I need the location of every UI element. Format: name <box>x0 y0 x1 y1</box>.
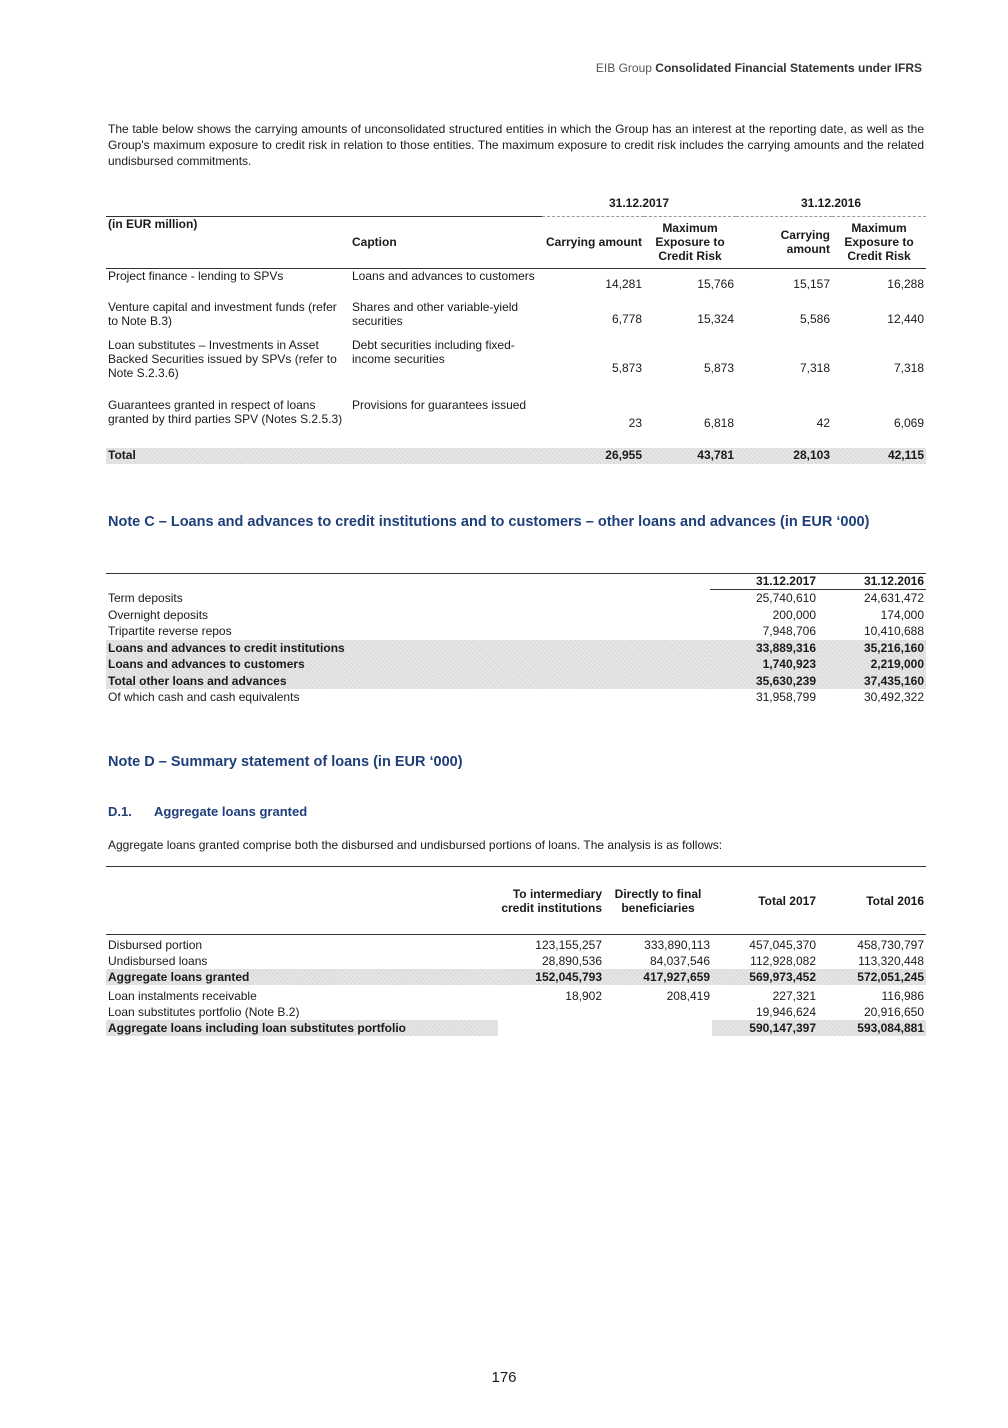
cell-value-2017: 25,740,610 <box>755 591 816 605</box>
cell-value: 208,419 <box>666 989 710 1003</box>
row-caption: Provisions for guarantees issued <box>352 398 527 412</box>
header-total-2017: Total 2017 <box>712 867 818 935</box>
cell-value: 23 <box>628 416 642 430</box>
row-caption: Debt securities including fixed-income securities <box>352 338 515 366</box>
cell-value: 113,320,448 <box>858 954 924 968</box>
note-c-col-2016: 31.12.2016 <box>818 574 926 590</box>
row-label: Loans and advances to customers <box>106 656 710 673</box>
row-label: Of which cash and cash equivalents <box>108 690 300 704</box>
cell-value: 16,288 <box>887 277 924 292</box>
table-row <box>106 1020 926 1038</box>
intro-paragraph: The table below shows the carrying amounts of unconsolidated structured entities in which the Group has an interest at the reporting date, as well as the Group's maximum exposure to credit risk in relation to those entities. The maximum exposure to credit risk includes the carrying amounts and the related undisbursed commitments. <box>108 122 924 168</box>
row-caption: Loans and advances to customers <box>352 268 535 283</box>
cell-value: 569,973,452 <box>712 969 818 987</box>
cell-value: 7,318 <box>799 361 830 375</box>
table1-maxexp-header-2016: Maximum Exposure to Credit Risk <box>844 221 914 263</box>
table-row <box>106 969 926 987</box>
table1-caption-header: Caption <box>350 216 542 268</box>
row-label: Venture capital and investment funds (refer to Note B.3) <box>108 300 337 328</box>
cell-value: 18,902 <box>565 989 602 1003</box>
total-row <box>106 448 926 464</box>
cell-value: 457,045,370 <box>749 938 816 952</box>
cell-value <box>498 1020 604 1038</box>
cell-value: 28,890,536 <box>541 954 602 968</box>
note-d-paragraph: Aggregate loans granted comprise both the disbursed and undisbursed portions of loans. The analysis is as follows: <box>108 838 723 852</box>
table-row <box>106 268 926 300</box>
row-label: Undisbursed loans <box>108 954 208 968</box>
cell-value-2016: 2,219,000 <box>818 656 926 673</box>
cell-value: 6,818 <box>703 416 734 430</box>
note-d-title: Note D – Summary statement of loans (in EUR ‘000) <box>108 754 463 770</box>
cell-value: 417,927,659 <box>604 969 712 987</box>
row-label: Guarantees granted in respect of loans granted by third parties SPV (Notes S.2.5.3) <box>108 398 343 426</box>
cell-value: 7,318 <box>893 361 924 375</box>
cell-value <box>498 1004 604 1020</box>
cell-value: 5,873 <box>611 361 642 375</box>
table-row <box>106 590 926 607</box>
running-header <box>0 61 922 75</box>
header-prefix: EIB Group <box>595 61 652 75</box>
cell-value <box>604 1004 712 1020</box>
cell-value-2017: 35,630,239 <box>710 673 818 690</box>
table-row <box>106 607 926 624</box>
row-label: Loan substitutes portfolio (Note B.2) <box>108 1005 300 1019</box>
cell-value-2016: 174,000 <box>880 607 924 622</box>
row-label: Aggregate loans including loan substitutes portfolio <box>106 1020 498 1038</box>
table-row <box>106 953 926 969</box>
cell-value-2017: 1,740,923 <box>710 656 818 673</box>
cell-value: 593,084,881 <box>818 1020 926 1038</box>
table-row <box>106 656 926 673</box>
cell-value: 458,730,797 <box>857 938 924 952</box>
cell-value: 19,946,624 <box>755 1005 816 1019</box>
header-direct: Directly to final beneficiaries <box>604 867 712 935</box>
table-row <box>106 987 926 1005</box>
cell-value <box>604 1020 712 1038</box>
cell-value: 42 <box>816 416 830 430</box>
total-value: 28,103 <box>736 448 832 464</box>
aggregate-loans-table <box>106 866 926 1039</box>
row-label: Overnight deposits <box>108 607 209 622</box>
table1-maxexp-header-2017: Maximum Exposure to Credit Risk <box>655 221 725 263</box>
cell-value-2017: 33,889,316 <box>710 640 818 657</box>
table1-carrying-header-2017: Carrying amount <box>545 235 642 249</box>
row-label: Tripartite reverse repos <box>108 624 232 638</box>
cell-value-2017: 31,958,799 <box>755 690 816 704</box>
total-value: 26,955 <box>542 448 644 464</box>
table-row <box>106 689 926 706</box>
table-row <box>106 300 926 338</box>
cell-value: 227,321 <box>772 989 816 1003</box>
table1-date-2016: 31.12.2016 <box>736 196 926 216</box>
cell-value: 123,155,257 <box>535 938 602 952</box>
cell-value: 112,928,082 <box>750 954 816 968</box>
d1-subtitle <box>108 804 307 819</box>
table-row <box>106 673 926 690</box>
note-c-col-2017: 31.12.2017 <box>710 574 818 590</box>
cell-value-2016: 35,216,160 <box>818 640 926 657</box>
row-label: Aggregate loans granted <box>106 969 498 987</box>
row-label: Project finance - lending to SPVs <box>108 268 284 283</box>
table-row <box>106 937 926 953</box>
row-label: Term deposits <box>108 590 183 605</box>
row-label: Loan instalments receivable <box>108 989 257 1003</box>
cell-value-2016: 10,410,688 <box>863 624 924 638</box>
cell-value: 572,051,245 <box>818 969 926 987</box>
cell-value: 15,324 <box>697 312 734 326</box>
cell-value: 590,147,397 <box>712 1020 818 1038</box>
row-caption: Shares and other variable-yield securities <box>352 300 519 328</box>
note-c-title: Note C – Loans and advances to credit institutions and to customers – other loans and advances (in EUR ‘000) <box>108 514 870 530</box>
cell-value-2017: 7,948,706 <box>762 624 816 638</box>
table-row <box>106 623 926 640</box>
cell-value-2016: 30,492,322 <box>863 690 924 704</box>
table-row <box>106 1004 926 1020</box>
page-number: 176 <box>491 1369 517 1386</box>
cell-value: 116,986 <box>881 989 924 1003</box>
table1-unit: (in EUR million) <box>106 216 350 268</box>
cell-value: 152,045,793 <box>498 969 604 987</box>
total-value: 42,115 <box>832 448 926 464</box>
table1-carrying-header-2016: Carrying amount <box>780 228 830 256</box>
cell-value: 12,440 <box>887 312 924 326</box>
cell-value-2016: 37,435,160 <box>818 673 926 690</box>
table1-date-2017: 31.12.2017 <box>542 196 736 216</box>
cell-value-2016: 24,631,472 <box>863 591 924 605</box>
table-row <box>106 398 926 448</box>
header-intermediary: To intermediary credit institutions <box>498 867 604 935</box>
row-label: Disbursed portion <box>108 938 203 952</box>
cell-value: 5,873 <box>703 361 734 375</box>
note-c-table <box>106 573 926 706</box>
cell-value: 14,281 <box>605 277 642 292</box>
header-total-2016: Total 2016 <box>818 867 926 935</box>
d1-number: D.1. <box>108 804 132 819</box>
cell-value: 84,037,546 <box>649 954 710 968</box>
row-label: Loan substitutes – Investments in Asset Backed Securities issued by SPVs (refer to Note S.2.3.6) <box>108 338 337 380</box>
cell-value: 6,778 <box>611 312 642 326</box>
total-label: Total <box>106 448 350 464</box>
cell-value: 5,586 <box>799 312 830 326</box>
total-value: 43,781 <box>644 448 736 464</box>
structured-entities-table <box>106 196 926 464</box>
table-row <box>106 338 926 398</box>
cell-value: 333,890,113 <box>644 938 710 952</box>
cell-value: 20,916,650 <box>863 1005 924 1019</box>
cell-value-2017: 200,000 <box>772 607 816 622</box>
cell-value: 15,766 <box>697 277 734 292</box>
d1-title: Aggregate loans granted <box>154 804 308 819</box>
row-label: Loans and advances to credit institutions <box>106 640 710 657</box>
cell-value: 6,069 <box>893 416 924 430</box>
table-row <box>106 640 926 657</box>
cell-value: 15,157 <box>793 277 830 292</box>
header-title: Consolidated Financial Statements under IFRS <box>655 61 922 75</box>
row-label: Total other loans and advances <box>106 673 710 690</box>
